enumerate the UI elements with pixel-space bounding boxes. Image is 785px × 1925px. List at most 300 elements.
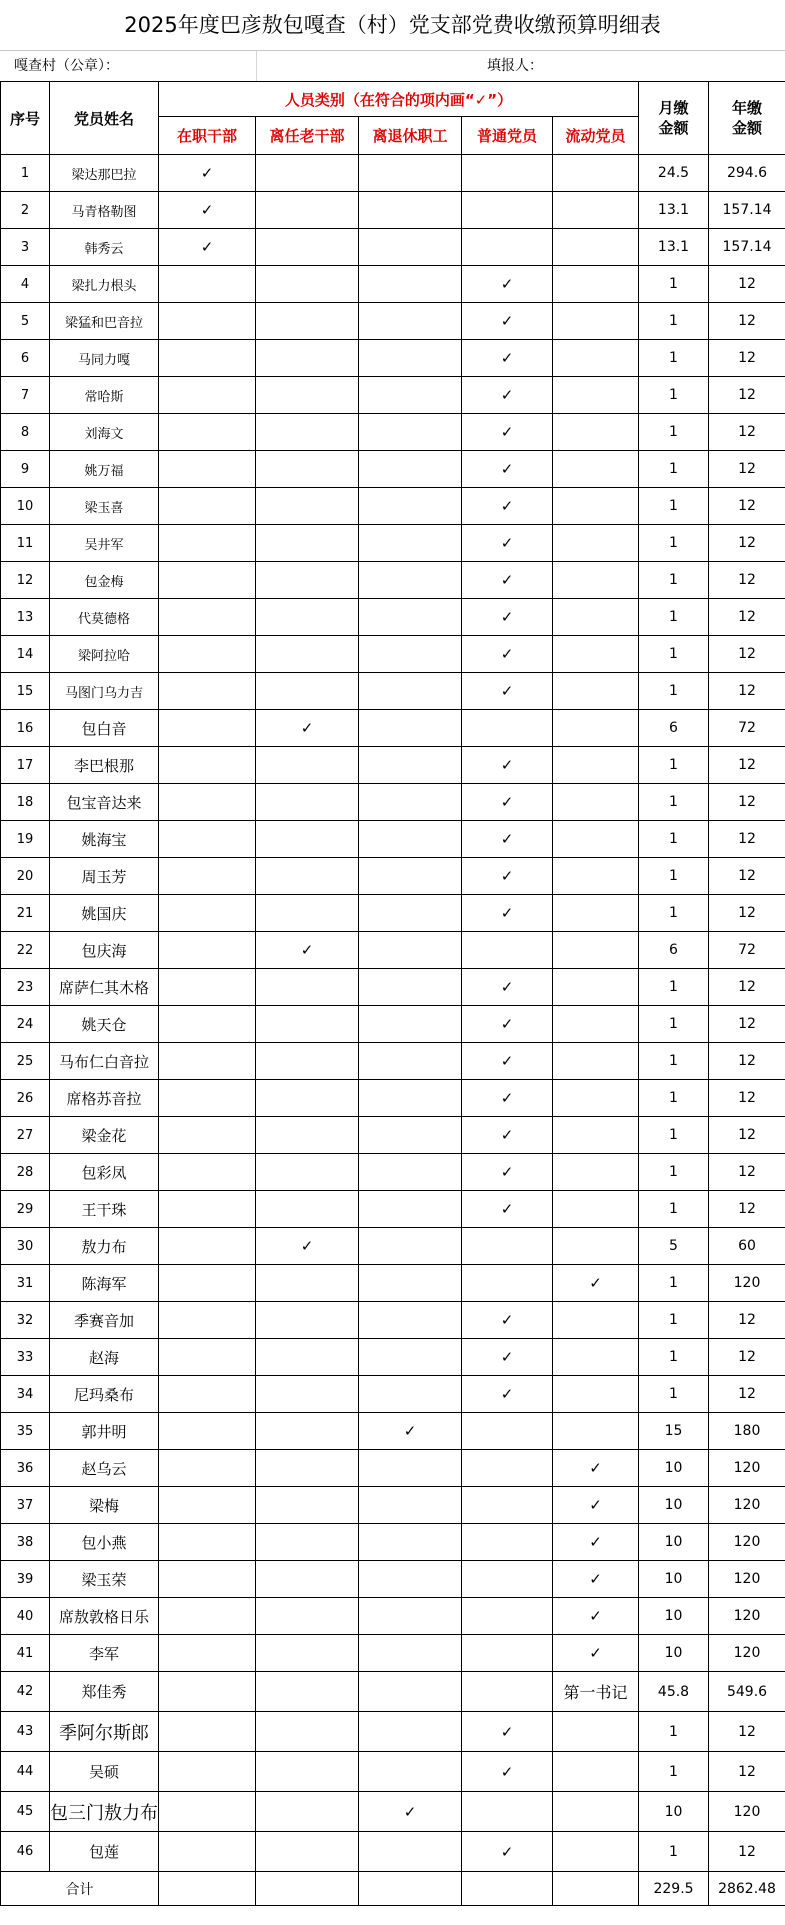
monthly-amount: 10 <box>639 1450 709 1487</box>
category-cell-serving-cadre <box>159 969 256 1006</box>
category-cell-regular-member <box>462 784 553 821</box>
dues-table <box>0 81 785 1906</box>
monthly-amount: 1 <box>639 1043 709 1080</box>
table-row <box>1 192 785 229</box>
row-index: 43 <box>1 1712 50 1752</box>
category-cell-retired-cadre <box>256 1080 359 1117</box>
member-name: 梁达那巴拉 <box>50 155 159 192</box>
table-row <box>1 1712 785 1752</box>
category-cell-mobile-member <box>553 784 639 821</box>
category-cell-mobile-member <box>553 1598 639 1635</box>
category-cell-retired-cadre <box>256 1524 359 1561</box>
table-row <box>1 1450 785 1487</box>
header-yearly-line1: 年缴 <box>732 99 763 117</box>
monthly-amount: 5 <box>639 1228 709 1265</box>
row-index: 28 <box>1 1154 50 1191</box>
check-mark-icon: ✓ <box>403 1422 417 1440</box>
check-mark-icon: ✓ <box>500 1126 514 1144</box>
category-cell-retired-worker <box>359 1487 462 1524</box>
total-yearly: 2862.48 <box>709 1872 785 1906</box>
category-cell-mobile-member <box>553 747 639 784</box>
member-name: 包白音 <box>50 710 159 747</box>
member-name: 梁金花 <box>50 1117 159 1154</box>
table-row <box>1 1080 785 1117</box>
category-cell-mobile-member <box>553 340 639 377</box>
category-cell-mobile-member <box>553 1376 639 1413</box>
row-index: 13 <box>1 599 50 636</box>
category-cell-serving-cadre <box>159 895 256 932</box>
category-cell-mobile-member <box>553 303 639 340</box>
category-cell-mobile-member <box>553 673 639 710</box>
category-cell-regular-member <box>462 192 553 229</box>
total-empty-cell <box>553 1872 639 1906</box>
category-cell-serving-cadre <box>159 1376 256 1413</box>
category-cell-mobile-member <box>553 1752 639 1792</box>
row-index: 19 <box>1 821 50 858</box>
check-mark-icon: ✓ <box>500 904 514 922</box>
monthly-amount: 6 <box>639 932 709 969</box>
category-cell-regular-member <box>462 414 553 451</box>
category-cell-regular-member <box>462 1339 553 1376</box>
category-cell-mobile-member <box>553 488 639 525</box>
category-cell-retired-worker <box>359 969 462 1006</box>
header-category-retired-cadre: 离任老干部 <box>256 117 359 155</box>
category-cell-regular-member <box>462 858 553 895</box>
table-row <box>1 1792 785 1832</box>
member-name: 马同力嘎 <box>50 340 159 377</box>
member-name: 梁玉荣 <box>50 1561 159 1598</box>
yearly-amount: 12 <box>709 673 785 710</box>
member-name: 梁梅 <box>50 1487 159 1524</box>
category-cell-mobile-member <box>553 1043 639 1080</box>
category-cell-regular-member <box>462 969 553 1006</box>
yearly-amount: 120 <box>709 1265 785 1302</box>
table-row <box>1 932 785 969</box>
monthly-amount: 10 <box>639 1792 709 1832</box>
check-mark-icon: ✓ <box>500 1163 514 1181</box>
row-index: 34 <box>1 1376 50 1413</box>
yearly-amount: 12 <box>709 303 785 340</box>
table-row <box>1 451 785 488</box>
category-cell-retired-cadre <box>256 1752 359 1792</box>
yearly-amount: 12 <box>709 747 785 784</box>
category-cell-serving-cadre <box>159 1006 256 1043</box>
category-cell-serving-cadre <box>159 562 256 599</box>
category-cell-serving-cadre <box>159 377 256 414</box>
category-cell-regular-member <box>462 599 553 636</box>
yearly-amount: 12 <box>709 1302 785 1339</box>
member-name: 包金梅 <box>50 562 159 599</box>
category-cell-mobile-member <box>553 1006 639 1043</box>
yearly-amount: 12 <box>709 1006 785 1043</box>
table-row <box>1 1524 785 1561</box>
row-index: 18 <box>1 784 50 821</box>
yearly-amount: 12 <box>709 821 785 858</box>
category-cell-retired-worker <box>359 1376 462 1413</box>
category-cell-retired-cadre <box>256 710 359 747</box>
check-mark-icon: ✓ <box>500 497 514 515</box>
category-cell-mobile-member <box>553 932 639 969</box>
category-cell-retired-worker <box>359 1043 462 1080</box>
monthly-amount: 10 <box>639 1561 709 1598</box>
category-cell-retired-worker <box>359 1832 462 1872</box>
table-row <box>1 747 785 784</box>
category-cell-retired-cadre <box>256 1413 359 1450</box>
table-row <box>1 1006 785 1043</box>
category-cell-serving-cadre <box>159 1265 256 1302</box>
monthly-amount: 1 <box>639 1832 709 1872</box>
member-name: 尼玛桑布 <box>50 1376 159 1413</box>
category-cell-regular-member <box>462 710 553 747</box>
member-name: 刘海文 <box>50 414 159 451</box>
category-cell-retired-worker <box>359 1635 462 1672</box>
category-cell-serving-cadre <box>159 1154 256 1191</box>
table-row <box>1 599 785 636</box>
category-cell-mobile-member <box>553 414 639 451</box>
category-cell-retired-worker <box>359 562 462 599</box>
category-cell-retired-cadre <box>256 673 359 710</box>
monthly-amount: 1 <box>639 821 709 858</box>
category-cell-serving-cadre <box>159 599 256 636</box>
category-cell-retired-worker <box>359 488 462 525</box>
member-name: 包宝音达来 <box>50 784 159 821</box>
category-cell-serving-cadre <box>159 858 256 895</box>
yearly-amount: 12 <box>709 1080 785 1117</box>
table-row <box>1 1265 785 1302</box>
member-name: 梁玉喜 <box>50 488 159 525</box>
category-cell-retired-worker <box>359 229 462 266</box>
yearly-amount: 72 <box>709 710 785 747</box>
category-cell-regular-member <box>462 636 553 673</box>
check-mark-icon: ✓ <box>200 238 214 256</box>
yearly-amount: 12 <box>709 895 785 932</box>
category-cell-serving-cadre <box>159 1832 256 1872</box>
category-cell-mobile-member <box>553 1561 639 1598</box>
check-mark-icon: ✓ <box>500 423 514 441</box>
category-cell-mobile-member <box>553 710 639 747</box>
row-index: 36 <box>1 1450 50 1487</box>
yearly-amount: 294.6 <box>709 155 785 192</box>
category-cell-mobile-member <box>553 821 639 858</box>
monthly-amount: 1 <box>639 1376 709 1413</box>
member-name: 姚国庆 <box>50 895 159 932</box>
yearly-amount: 12 <box>709 1832 785 1872</box>
table-row <box>1 1339 785 1376</box>
row-index: 30 <box>1 1228 50 1265</box>
category-cell-serving-cadre <box>159 1561 256 1598</box>
table-row <box>1 266 785 303</box>
category-cell-retired-worker <box>359 636 462 673</box>
category-cell-retired-cadre <box>256 1154 359 1191</box>
category-cell-regular-member <box>462 673 553 710</box>
yearly-amount: 12 <box>709 858 785 895</box>
check-mark-icon: ✓ <box>500 534 514 552</box>
category-cell-mobile-member <box>553 895 639 932</box>
monthly-amount: 1 <box>639 1752 709 1792</box>
category-cell-retired-worker <box>359 673 462 710</box>
category-cell-regular-member <box>462 1672 553 1712</box>
row-index: 9 <box>1 451 50 488</box>
category-cell-retired-cadre <box>256 155 359 192</box>
table-row <box>1 488 785 525</box>
category-cell-retired-cadre <box>256 451 359 488</box>
check-mark-icon: ✓ <box>500 608 514 626</box>
category-cell-regular-member <box>462 895 553 932</box>
check-mark-icon: ✓ <box>589 1570 602 1588</box>
check-mark-icon: ✓ <box>500 1052 514 1070</box>
member-name: 马图门乌力吉 <box>50 673 159 710</box>
table-row <box>1 1487 785 1524</box>
row-index: 31 <box>1 1265 50 1302</box>
row-index: 8 <box>1 414 50 451</box>
member-name: 席萨仁其木格 <box>50 969 159 1006</box>
monthly-amount: 1 <box>639 1080 709 1117</box>
monthly-amount: 1 <box>639 1191 709 1228</box>
monthly-amount: 1 <box>639 377 709 414</box>
row-index: 29 <box>1 1191 50 1228</box>
check-mark-icon: ✓ <box>500 571 514 589</box>
category-cell-retired-worker <box>359 1752 462 1792</box>
yearly-amount: 12 <box>709 969 785 1006</box>
table-row <box>1 1598 785 1635</box>
header-category-serving-cadre: 在职干部 <box>159 117 256 155</box>
category-cell-regular-member <box>462 1043 553 1080</box>
member-name: 席格苏音拉 <box>50 1080 159 1117</box>
category-cell-serving-cadre <box>159 340 256 377</box>
monthly-amount: 13.1 <box>639 192 709 229</box>
category-cell-retired-worker <box>359 895 462 932</box>
check-mark-icon: ✓ <box>500 867 514 885</box>
monthly-amount: 1 <box>639 858 709 895</box>
table-row <box>1 969 785 1006</box>
category-cell-mobile-member <box>553 1265 639 1302</box>
check-mark-icon: ✓ <box>500 1722 514 1741</box>
category-cell-mobile-member: 第一书记 <box>553 1672 639 1712</box>
table-row <box>1 340 785 377</box>
category-cell-retired-cadre <box>256 340 359 377</box>
category-cell-retired-cadre <box>256 266 359 303</box>
category-cell-retired-cadre <box>256 1792 359 1832</box>
category-cell-serving-cadre <box>159 1339 256 1376</box>
category-cell-mobile-member <box>553 266 639 303</box>
check-mark-icon: ✓ <box>300 1237 314 1255</box>
category-cell-mobile-member <box>553 1524 639 1561</box>
table-row <box>1 1413 785 1450</box>
table-row <box>1 1672 785 1712</box>
category-cell-serving-cadre <box>159 1487 256 1524</box>
category-cell-mobile-member <box>553 1228 639 1265</box>
category-cell-mobile-member <box>553 1832 639 1872</box>
category-cell-retired-worker <box>359 1006 462 1043</box>
category-cell-retired-worker <box>359 377 462 414</box>
monthly-amount: 1 <box>639 451 709 488</box>
yearly-amount: 12 <box>709 1752 785 1792</box>
category-cell-retired-cadre <box>256 1672 359 1712</box>
row-index: 17 <box>1 747 50 784</box>
header-category-regular-member: 普通党员 <box>462 117 553 155</box>
category-cell-serving-cadre <box>159 636 256 673</box>
category-cell-retired-worker <box>359 414 462 451</box>
yearly-amount: 12 <box>709 377 785 414</box>
category-cell-retired-cadre <box>256 1191 359 1228</box>
category-cell-mobile-member <box>553 1792 639 1832</box>
category-cell-serving-cadre <box>159 155 256 192</box>
member-name: 常哈斯 <box>50 377 159 414</box>
header-monthly-line2: 金额 <box>658 119 689 137</box>
yearly-amount: 12 <box>709 784 785 821</box>
total-monthly: 229.5 <box>639 1872 709 1906</box>
row-index: 40 <box>1 1598 50 1635</box>
row-index: 27 <box>1 1117 50 1154</box>
category-cell-regular-member <box>462 525 553 562</box>
total-empty-cell <box>359 1872 462 1906</box>
check-mark-icon: ✓ <box>589 1496 602 1514</box>
category-cell-regular-member <box>462 1302 553 1339</box>
monthly-amount: 1 <box>639 1339 709 1376</box>
category-cell-serving-cadre <box>159 747 256 784</box>
category-cell-serving-cadre <box>159 1228 256 1265</box>
header-name: 党员姓名 <box>50 82 159 155</box>
category-cell-retired-worker <box>359 1598 462 1635</box>
category-cell-regular-member <box>462 1712 553 1752</box>
check-mark-icon: ✓ <box>500 793 514 811</box>
check-mark-icon: ✓ <box>500 1385 514 1403</box>
check-mark-icon: ✓ <box>500 978 514 996</box>
row-index: 20 <box>1 858 50 895</box>
table-row <box>1 673 785 710</box>
table-row <box>1 784 785 821</box>
category-cell-regular-member <box>462 1832 553 1872</box>
category-cell-retired-cadre <box>256 1265 359 1302</box>
yearly-amount: 120 <box>709 1598 785 1635</box>
monthly-amount: 1 <box>639 599 709 636</box>
monthly-amount: 1 <box>639 1302 709 1339</box>
monthly-amount: 1 <box>639 673 709 710</box>
monthly-amount: 45.8 <box>639 1672 709 1712</box>
table-row <box>1 895 785 932</box>
category-cell-regular-member <box>462 1752 553 1792</box>
row-index: 15 <box>1 673 50 710</box>
check-mark-icon: ✓ <box>500 1842 514 1861</box>
category-cell-mobile-member <box>553 1117 639 1154</box>
category-cell-retired-cadre <box>256 1339 359 1376</box>
monthly-amount: 1 <box>639 636 709 673</box>
monthly-amount: 1 <box>639 1265 709 1302</box>
check-mark-icon: ✓ <box>500 349 514 367</box>
category-cell-regular-member <box>462 932 553 969</box>
category-cell-mobile-member <box>553 969 639 1006</box>
monthly-amount: 24.5 <box>639 155 709 192</box>
total-label: 合计 <box>1 1872 159 1906</box>
category-cell-retired-worker <box>359 1228 462 1265</box>
category-cell-retired-cadre <box>256 932 359 969</box>
yearly-amount: 12 <box>709 1043 785 1080</box>
monthly-amount: 1 <box>639 1006 709 1043</box>
yearly-amount: 157.14 <box>709 192 785 229</box>
table-row <box>1 821 785 858</box>
row-index: 16 <box>1 710 50 747</box>
table-row <box>1 710 785 747</box>
yearly-amount: 12 <box>709 562 785 599</box>
row-index: 21 <box>1 895 50 932</box>
category-cell-serving-cadre <box>159 525 256 562</box>
table-row <box>1 229 785 266</box>
member-name: 陈海军 <box>50 1265 159 1302</box>
check-mark-icon: ✓ <box>500 830 514 848</box>
member-name: 赵乌云 <box>50 1450 159 1487</box>
category-cell-regular-member <box>462 155 553 192</box>
table-row <box>1 1832 785 1872</box>
member-name: 周玉芳 <box>50 858 159 895</box>
category-cell-retired-worker <box>359 1524 462 1561</box>
category-cell-serving-cadre <box>159 303 256 340</box>
check-mark-icon: ✓ <box>500 1089 514 1107</box>
category-cell-regular-member <box>462 1154 553 1191</box>
category-cell-serving-cadre <box>159 1524 256 1561</box>
category-cell-serving-cadre <box>159 1672 256 1712</box>
yearly-amount: 120 <box>709 1561 785 1598</box>
category-cell-retired-cadre <box>256 525 359 562</box>
row-index: 12 <box>1 562 50 599</box>
category-cell-retired-worker <box>359 1672 462 1712</box>
monthly-amount: 1 <box>639 414 709 451</box>
category-cell-retired-cadre <box>256 1450 359 1487</box>
category-cell-retired-cadre <box>256 303 359 340</box>
table-row <box>1 1752 785 1792</box>
monthly-amount: 1 <box>639 266 709 303</box>
category-cell-serving-cadre <box>159 821 256 858</box>
yearly-amount: 12 <box>709 1154 785 1191</box>
category-cell-retired-worker <box>359 155 462 192</box>
category-cell-regular-member <box>462 1635 553 1672</box>
category-cell-retired-worker <box>359 266 462 303</box>
category-cell-retired-worker <box>359 1191 462 1228</box>
yearly-amount: 60 <box>709 1228 785 1265</box>
category-cell-mobile-member <box>553 636 639 673</box>
member-name: 包三门敖力布 <box>50 1792 159 1832</box>
category-cell-serving-cadre <box>159 1080 256 1117</box>
category-cell-retired-worker <box>359 1339 462 1376</box>
member-name: 马布仁白音拉 <box>50 1043 159 1080</box>
category-cell-retired-worker <box>359 1154 462 1191</box>
category-cell-serving-cadre <box>159 1598 256 1635</box>
category-cell-retired-worker <box>359 932 462 969</box>
category-cell-serving-cadre <box>159 1752 256 1792</box>
member-name: 包庆海 <box>50 932 159 969</box>
category-cell-regular-member <box>462 1524 553 1561</box>
header-index: 序号 <box>1 82 50 155</box>
check-mark-icon: ✓ <box>300 719 314 737</box>
category-cell-retired-cadre <box>256 636 359 673</box>
category-cell-regular-member <box>462 1450 553 1487</box>
category-cell-mobile-member <box>553 1487 639 1524</box>
category-cell-retired-cadre <box>256 1832 359 1872</box>
yearly-amount: 120 <box>709 1450 785 1487</box>
member-name: 赵海 <box>50 1339 159 1376</box>
category-cell-retired-cadre <box>256 192 359 229</box>
category-cell-retired-worker <box>359 1413 462 1450</box>
row-index: 22 <box>1 932 50 969</box>
monthly-amount: 6 <box>639 710 709 747</box>
category-cell-regular-member <box>462 1080 553 1117</box>
category-cell-retired-worker <box>359 710 462 747</box>
category-cell-retired-cadre <box>256 747 359 784</box>
monthly-amount: 15 <box>639 1413 709 1450</box>
category-cell-mobile-member <box>553 525 639 562</box>
row-index: 10 <box>1 488 50 525</box>
row-index: 37 <box>1 1487 50 1524</box>
row-index: 6 <box>1 340 50 377</box>
